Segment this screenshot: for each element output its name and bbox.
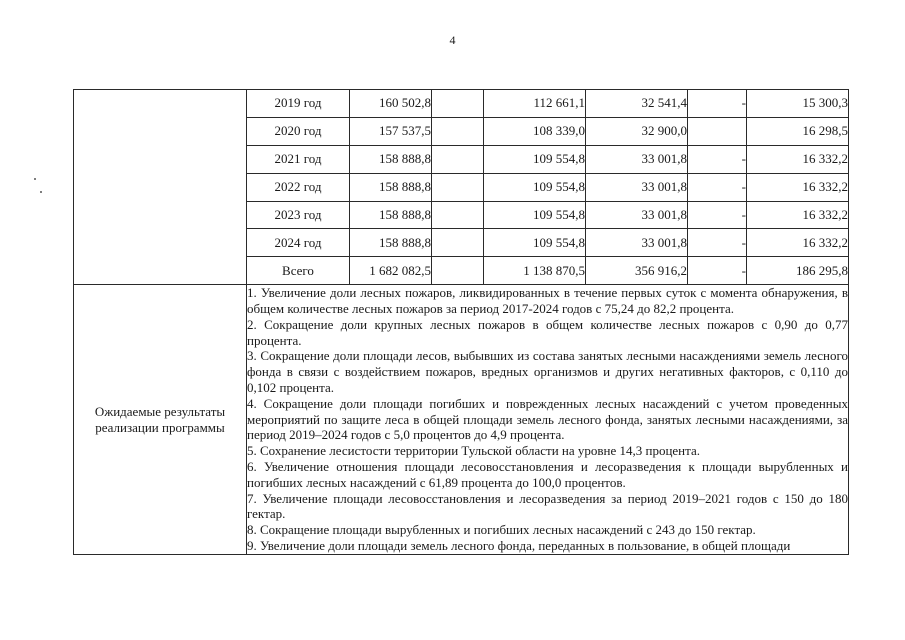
other-cell: 16 332,2 <box>747 145 849 173</box>
results-list <box>247 285 849 555</box>
year-cell: 2021 год <box>247 145 350 173</box>
empty-cell <box>432 257 484 285</box>
federal-cell: 109 554,8 <box>484 201 586 229</box>
year-cell: 2022 год <box>247 173 350 201</box>
regional-cell: 32 541,4 <box>586 90 688 118</box>
federal-cell: 109 554,8 <box>484 229 586 257</box>
empty-cell <box>432 90 484 118</box>
total-cell: 1 682 082,5 <box>350 257 432 285</box>
result-item: 1. Увеличение доли лесных пожаров, ликвидированных в течение первых суток с момента обнаружения, в общем количестве лесных пожаров за период 2017-2024 годов с 75,24 до 82,2 процента. <box>247 285 848 317</box>
funding-table <box>73 89 849 555</box>
regional-cell: 32 900,0 <box>586 117 688 145</box>
local-cell: - <box>688 90 747 118</box>
regional-cell: 356 916,2 <box>586 257 688 285</box>
result-item: 2. Сокращение доли крупных лесных пожаров в общем количестве лесных пожаров с 0,90 до 0,77 процента. <box>247 316 848 348</box>
other-cell: 186 295,8 <box>747 257 849 285</box>
federal-cell: 109 554,8 <box>484 173 586 201</box>
result-item: 9. Увеличение доли площади земель лесного фонда, переданных в пользование, в общей площади <box>247 537 791 553</box>
local-cell: - <box>688 201 747 229</box>
other-cell: 16 298,5 <box>747 117 849 145</box>
empty-cell <box>432 145 484 173</box>
year-cell: 2024 год <box>247 229 350 257</box>
empty-cell <box>432 229 484 257</box>
total-cell: 158 888,8 <box>350 145 432 173</box>
regional-cell: 33 001,8 <box>586 229 688 257</box>
empty-cell <box>432 117 484 145</box>
empty-cell <box>432 173 484 201</box>
local-cell: - <box>688 173 747 201</box>
regional-cell: 33 001,8 <box>586 173 688 201</box>
federal-cell: 112 661,1 <box>484 90 586 118</box>
result-item: 3. Сокращение доли площади лесов, выбывших из состава занятых лесными насаждениями земель лесного фонда в связи с воздействием пожаров, вредных организмов и других негативных факторов, с 0,110 до 0,102 процента. <box>247 348 848 396</box>
table-row <box>74 90 849 118</box>
local-cell: - <box>688 257 747 285</box>
result-item: 7. Увеличение площади лесовосстановления и лесоразведения за период 2019–2021 годов с 150 до 180 гектар. <box>247 490 848 522</box>
empty-label-cell <box>74 90 247 285</box>
year-cell: 2019 год <box>247 90 350 118</box>
page-number: 4 <box>449 33 456 47</box>
result-item: 5. Сохранение лесистости территории Тульской области на уровне 14,3 процента. <box>247 443 701 459</box>
results-label: Ожидаемые результаты реализации программы <box>74 285 247 555</box>
total-cell: 157 537,5 <box>350 117 432 145</box>
other-cell: 16 332,2 <box>747 173 849 201</box>
regional-cell: 33 001,8 <box>586 201 688 229</box>
scan-speck <box>34 178 36 180</box>
federal-cell: 109 554,8 <box>484 145 586 173</box>
total-label-cell: Всего <box>247 257 350 285</box>
other-cell: 16 332,2 <box>747 201 849 229</box>
total-cell: 158 888,8 <box>350 229 432 257</box>
scan-speck <box>40 191 42 193</box>
federal-cell: 1 138 870,5 <box>484 257 586 285</box>
regional-cell: 33 001,8 <box>586 145 688 173</box>
result-item: 6. Увеличение отношения площади лесовосстановления и лесоразведения к площади вырубленных и погибших лесных насаждений с 61,89 процента до 100,0 процентов. <box>247 459 848 490</box>
local-cell <box>688 117 747 145</box>
total-cell: 158 888,8 <box>350 173 432 201</box>
results-row <box>74 285 849 555</box>
result-item: 4. Сокращение доли площади погибших и поврежденных лесных насаждений с учетом проведенных мероприятий по защите леса в общей площади земель лесного фонда, занятых лесными насаждениями, за период 2019–2024 годов с 5,0 процентов до 4,9 процента. <box>247 395 848 443</box>
local-cell: - <box>688 229 747 257</box>
federal-cell: 108 339,0 <box>484 117 586 145</box>
result-item: 8. Сокращение площади вырубленных и погибших лесных насаждений с 243 до 150 гектар. <box>247 522 756 538</box>
local-cell: - <box>688 145 747 173</box>
total-cell: 158 888,8 <box>350 201 432 229</box>
year-cell: 2020 год <box>247 117 350 145</box>
other-cell: 16 332,2 <box>747 229 849 257</box>
empty-cell <box>432 201 484 229</box>
total-cell: 160 502,8 <box>350 90 432 118</box>
year-cell: 2023 год <box>247 201 350 229</box>
other-cell: 15 300,3 <box>747 90 849 118</box>
